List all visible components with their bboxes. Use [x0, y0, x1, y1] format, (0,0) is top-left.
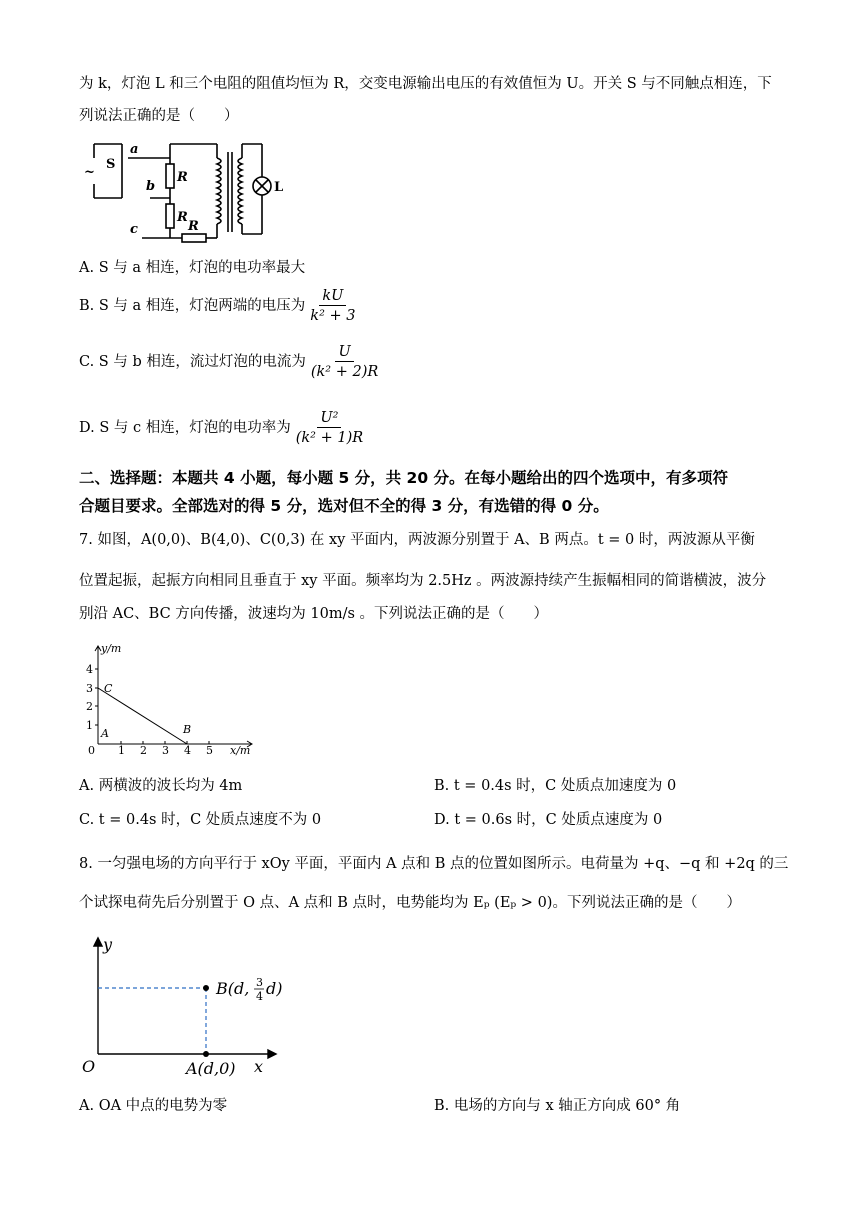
- q6-circuit-diagram: [82, 136, 292, 246]
- point-c-label: C: [104, 682, 113, 695]
- section2-header-line2: 合题目要求。全部选对的得 5 分，选对但不全的得 3 分，有选错的得 0 分。: [79, 497, 609, 515]
- q6-option-d-fraction: [293, 409, 366, 448]
- fraction-denominator: k² + 3: [310, 307, 356, 324]
- y-tick-3: 3: [86, 682, 93, 695]
- switch-label: S: [106, 157, 116, 172]
- point-a-label: A(d,0): [186, 1059, 236, 1078]
- q6-option-b[interactable]: [79, 286, 360, 326]
- point-b-label-suffix: d): [266, 979, 283, 998]
- q6-option-d[interactable]: [79, 408, 368, 448]
- x-axis-label: x/m: [230, 744, 251, 757]
- x-axis-label: x: [254, 1057, 264, 1076]
- q7-option-d[interactable]: D. t = 0.6s 时，C 处质点速度为 0: [434, 812, 663, 828]
- q6-text-line1: 为 k，灯泡 L 和三个电阻的阻值均恒为 R，交变电源输出电压的有效值恒为 U。开关 S 与不同触点相连，下: [79, 76, 772, 92]
- q6-text-line2: 列说法正确的是（ ）: [79, 108, 239, 124]
- x-tick-1: 1: [118, 744, 125, 757]
- y-axis-label: y/m: [101, 642, 122, 655]
- contact-a-label: a: [130, 142, 139, 157]
- q8-option-b[interactable]: B. 电场的方向与 x 轴正方向成 60° 角: [434, 1098, 681, 1114]
- contact-b-label: b: [146, 179, 156, 194]
- q7-option-a[interactable]: A. 两横波的波长均为 4m: [79, 778, 243, 794]
- resistor-2-label: R: [177, 210, 188, 225]
- fraction-numerator: U²: [317, 409, 341, 428]
- fraction-numerator: U: [335, 343, 353, 362]
- point-a-label: A: [101, 727, 109, 740]
- y-tick-1: 1: [86, 719, 93, 732]
- q6-option-b-fraction: [307, 287, 358, 326]
- q6-option-c[interactable]: [79, 342, 383, 382]
- x-tick-3: 3: [162, 744, 169, 757]
- contact-c-label: c: [130, 222, 138, 237]
- q7-text-line1: 7. 如图，A(0,0)、B(4,0)、C(0,3) 在 xy 平面内，两波源分别置于 A、B 两点。t = 0 时，两波源从平衡: [79, 532, 755, 548]
- q7-text-line3: 别沿 AC、BC 方向传播，波速均为 10m/s 。下列说法正确的是（ ）: [79, 606, 549, 622]
- resistor-3-label: R: [188, 219, 199, 234]
- q8-option-a[interactable]: A. OA 中点的电势为零: [79, 1098, 228, 1114]
- lamp-label: L: [274, 180, 284, 195]
- x-tick-2: 2: [140, 744, 147, 757]
- point-b-label: B: [183, 723, 192, 736]
- q7-option-b[interactable]: B. t = 0.4s 时，C 处质点加速度为 0: [434, 778, 677, 794]
- y-axis-label: y: [103, 935, 113, 954]
- resistor-1-label: R: [177, 170, 188, 185]
- origin-label: O: [82, 1057, 96, 1076]
- q7-option-c[interactable]: C. t = 0.4s 时，C 处质点速度不为 0: [79, 812, 322, 828]
- section2-header-line1: 二、选择题：本题共 4 小题，每小题 5 分，共 20 分。在每小题给出的四个选项中，有多项符: [79, 469, 729, 487]
- q8-text-line2: 个试探电荷先后分别置于 O 点、A 点和 B 点时，电势能均为 Eₚ (Eₚ > 0)。下列说法正确的是（ ）: [79, 895, 741, 911]
- q8-coordinate-graph: [76, 932, 296, 1082]
- point-b-label-prefix: B(d,: [216, 979, 250, 998]
- q7-coordinate-graph: [84, 640, 264, 758]
- origin-label: 0: [88, 744, 95, 757]
- ac-source-symbol: ~: [84, 165, 95, 180]
- x-tick-4: 4: [184, 744, 191, 757]
- q6-option-c-text: C. S 与 b 相连，流过灯泡的电流为: [79, 354, 306, 370]
- point-b-fraction-numerator: 3: [256, 976, 263, 989]
- x-tick-5: 5: [206, 744, 213, 757]
- fraction-denominator: (k² + 2)R: [310, 363, 379, 380]
- q8-text-line1: 8. 一匀强电场的方向平行于 xOy 平面，平面内 A 点和 B 点的位置如图所示。电荷量为 +q、−q 和 +2q 的三: [79, 856, 789, 872]
- q6-option-b-text: B. S 与 a 相连，灯泡两端的电压为: [79, 298, 306, 314]
- point-b-fraction-denominator: 4: [256, 990, 263, 1003]
- y-tick-4: 4: [86, 663, 93, 676]
- fraction-numerator: kU: [319, 287, 346, 306]
- q6-option-d-text: D. S 与 c 相连，灯泡的电功率为: [79, 420, 291, 436]
- q6-option-c-fraction: [308, 343, 381, 382]
- fraction-denominator: (k² + 1)R: [295, 429, 364, 446]
- y-tick-2: 2: [86, 700, 93, 713]
- q7-text-line2: 位置起振，起振方向相同且垂直于 xy 平面。频率均为 2.5Hz 。两波源持续产生振幅相同的简谐横波，波分: [79, 573, 767, 589]
- q6-option-a[interactable]: A. S 与 a 相连，灯泡的电功率最大: [79, 260, 306, 276]
